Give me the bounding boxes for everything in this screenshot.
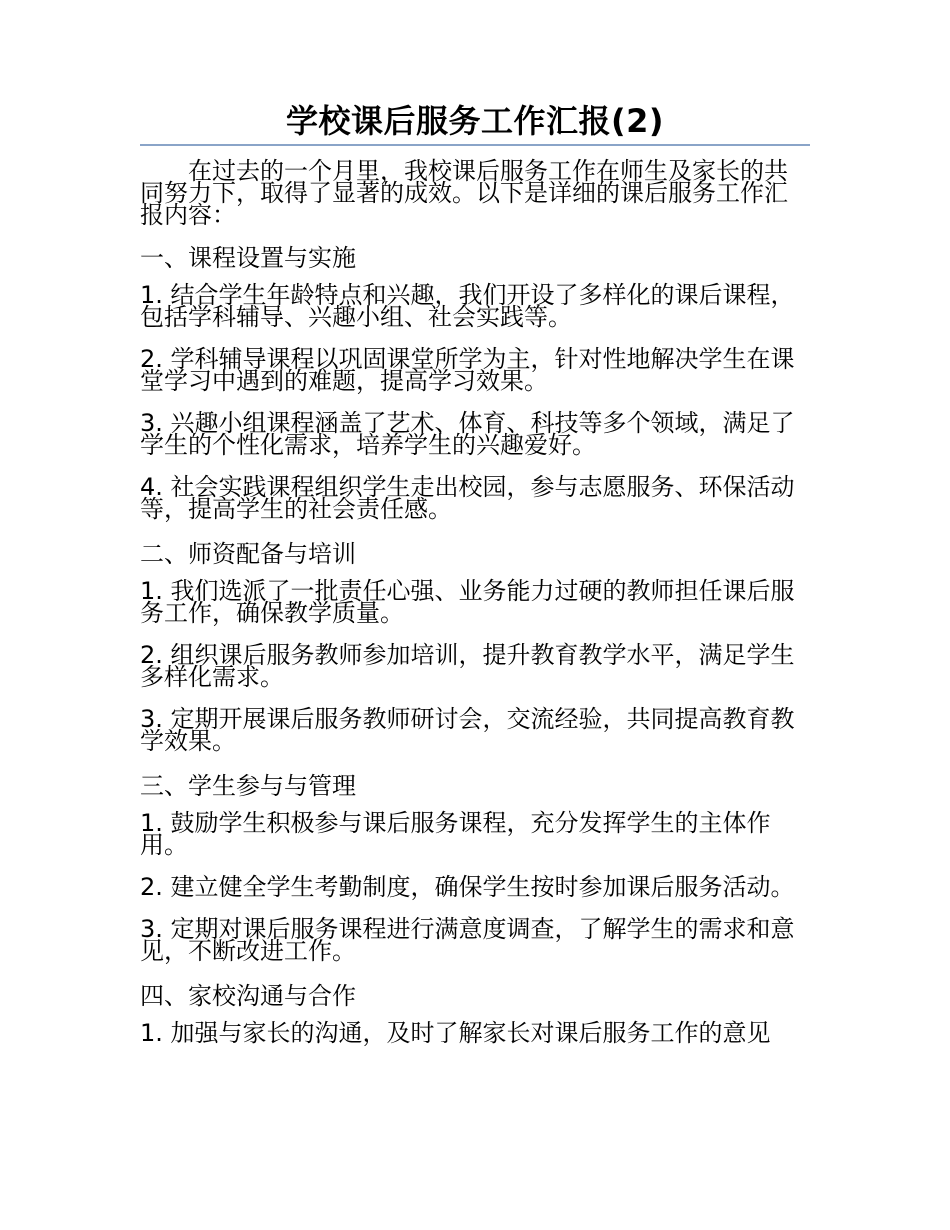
- list-item: 2. 组织课后服务教师参加培训，提升教育教学水平，满足学生多样化需求。: [140, 641, 795, 691]
- list-item: 2. 建立健全学生考勤制度，确保学生按时参加课后服务活动。: [140, 873, 795, 901]
- list-item: 4. 社会实践课程组织学生走出校园，参与志愿服务、环保活动等，提高学生的社会责任感。: [140, 473, 795, 523]
- section-heading-home-school: 四、家校沟通与合作: [140, 982, 356, 1010]
- title-underline: [140, 144, 810, 146]
- document-title: 学校课后服务工作汇报(2): [285, 102, 665, 140]
- list-item: 1. 我们选派了一批责任心强、业务能力过硬的教师担任课后服务工作，确保教学质量。: [140, 577, 795, 627]
- section-heading-teachers: 二、师资配备与培训: [140, 540, 356, 568]
- list-item: 3. 兴趣小组课程涵盖了艺术、体育、科技等多个领域，满足了学生的个性化需求，培养学生的兴趣爱好。: [140, 409, 795, 459]
- section-heading-students: 三、学生参与与管理: [140, 772, 356, 800]
- list-item: 3. 定期对课后服务课程进行满意度调查，了解学生的需求和意见，不断改进工作。: [140, 915, 795, 965]
- list-item: 1. 加强与家长的沟通，及时了解家长对课后服务工作的意见: [140, 1019, 771, 1047]
- section-heading-courses: 一、课程设置与实施: [140, 244, 356, 272]
- list-item: 1. 鼓励学生积极参与课后服务课程，充分发挥学生的主体作用。: [140, 809, 771, 859]
- list-item: 3. 定期开展课后服务教师研讨会，交流经验，共同提高教育教学效果。: [140, 705, 795, 755]
- document-page: [140, 100, 810, 1047]
- intro-paragraph: 在过去的一个月里，我校课后服务工作在师生及家长的共同努力下，取得了显著的成效。以下是详细的课后服务工作汇报内容：: [140, 157, 788, 229]
- list-item: 1. 结合学生年龄特点和兴趣，我们开设了多样化的课后课程，包括学科辅导、兴趣小组、社会实践等。: [140, 281, 795, 331]
- list-item: 2. 学科辅导课程以巩固课堂所学为主，针对性地解决学生在课堂学习中遇到的难题，提高学习效果。: [140, 345, 795, 395]
